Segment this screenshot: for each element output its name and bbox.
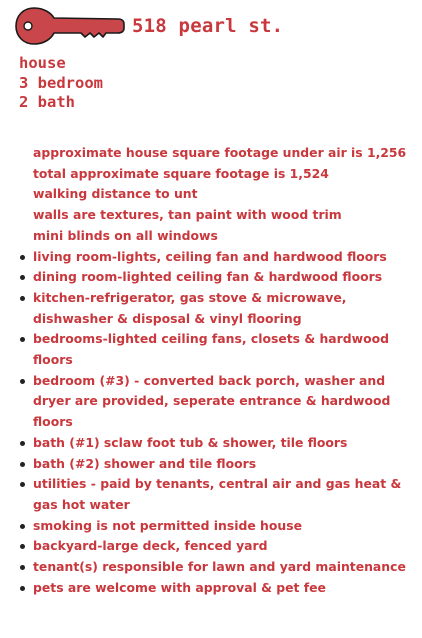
feature-list bbox=[0, 247, 422, 599]
detail-line: mini blinds on all windows bbox=[33, 227, 218, 243]
detail-line: walking distance to unt bbox=[33, 186, 198, 202]
feature-item: kitchen-refrigerator, gas stove & microwave, dishwasher & disposal & vinyl flooring bbox=[0, 288, 422, 329]
feature-item: living room-lights, ceiling fan and hardwood floors bbox=[0, 247, 422, 268]
feature-item: bedrooms-lighted ceiling fans, closets & hardwood floors bbox=[0, 329, 422, 370]
feature-item: bath (#1) sclaw foot tub & shower, tile floors bbox=[0, 433, 422, 454]
detail-line: walls are textures, tan paint with wood trim bbox=[33, 207, 342, 223]
feature-item: bedroom (#3) - converted back porch, washer and dryer are provided, seperate entrance & hardwood floors bbox=[0, 371, 422, 433]
feature-item: dining room-lighted ceiling fan & hardwood floors bbox=[0, 267, 422, 288]
key-icon bbox=[14, 6, 126, 46]
feature-item: utilities - paid by tenants, central air and gas heat & gas hot water bbox=[0, 474, 422, 515]
listing-header bbox=[14, 6, 283, 46]
bath-count: 2 bath bbox=[19, 93, 75, 111]
feature-item: smoking is not permitted inside house bbox=[0, 516, 422, 537]
detail-line: total approximate square footage is 1,524 bbox=[33, 165, 329, 181]
feature-item: pets are welcome with approval & pet fee bbox=[0, 578, 422, 599]
detail-line: approximate house square footage under air is 1,256 bbox=[33, 145, 407, 160]
feature-item: bath (#2) shower and tile floors bbox=[0, 454, 422, 475]
property-summary bbox=[19, 54, 103, 113]
feature-item: backyard-large deck, fenced yard bbox=[0, 536, 422, 557]
property-address: 518 pearl st. bbox=[132, 15, 284, 37]
feature-item: tenant(s) responsible for lawn and yard maintenance bbox=[0, 557, 422, 578]
property-details bbox=[0, 143, 422, 598]
property-type: house bbox=[19, 54, 66, 72]
bedroom-count: 3 bedroom bbox=[19, 73, 103, 92]
